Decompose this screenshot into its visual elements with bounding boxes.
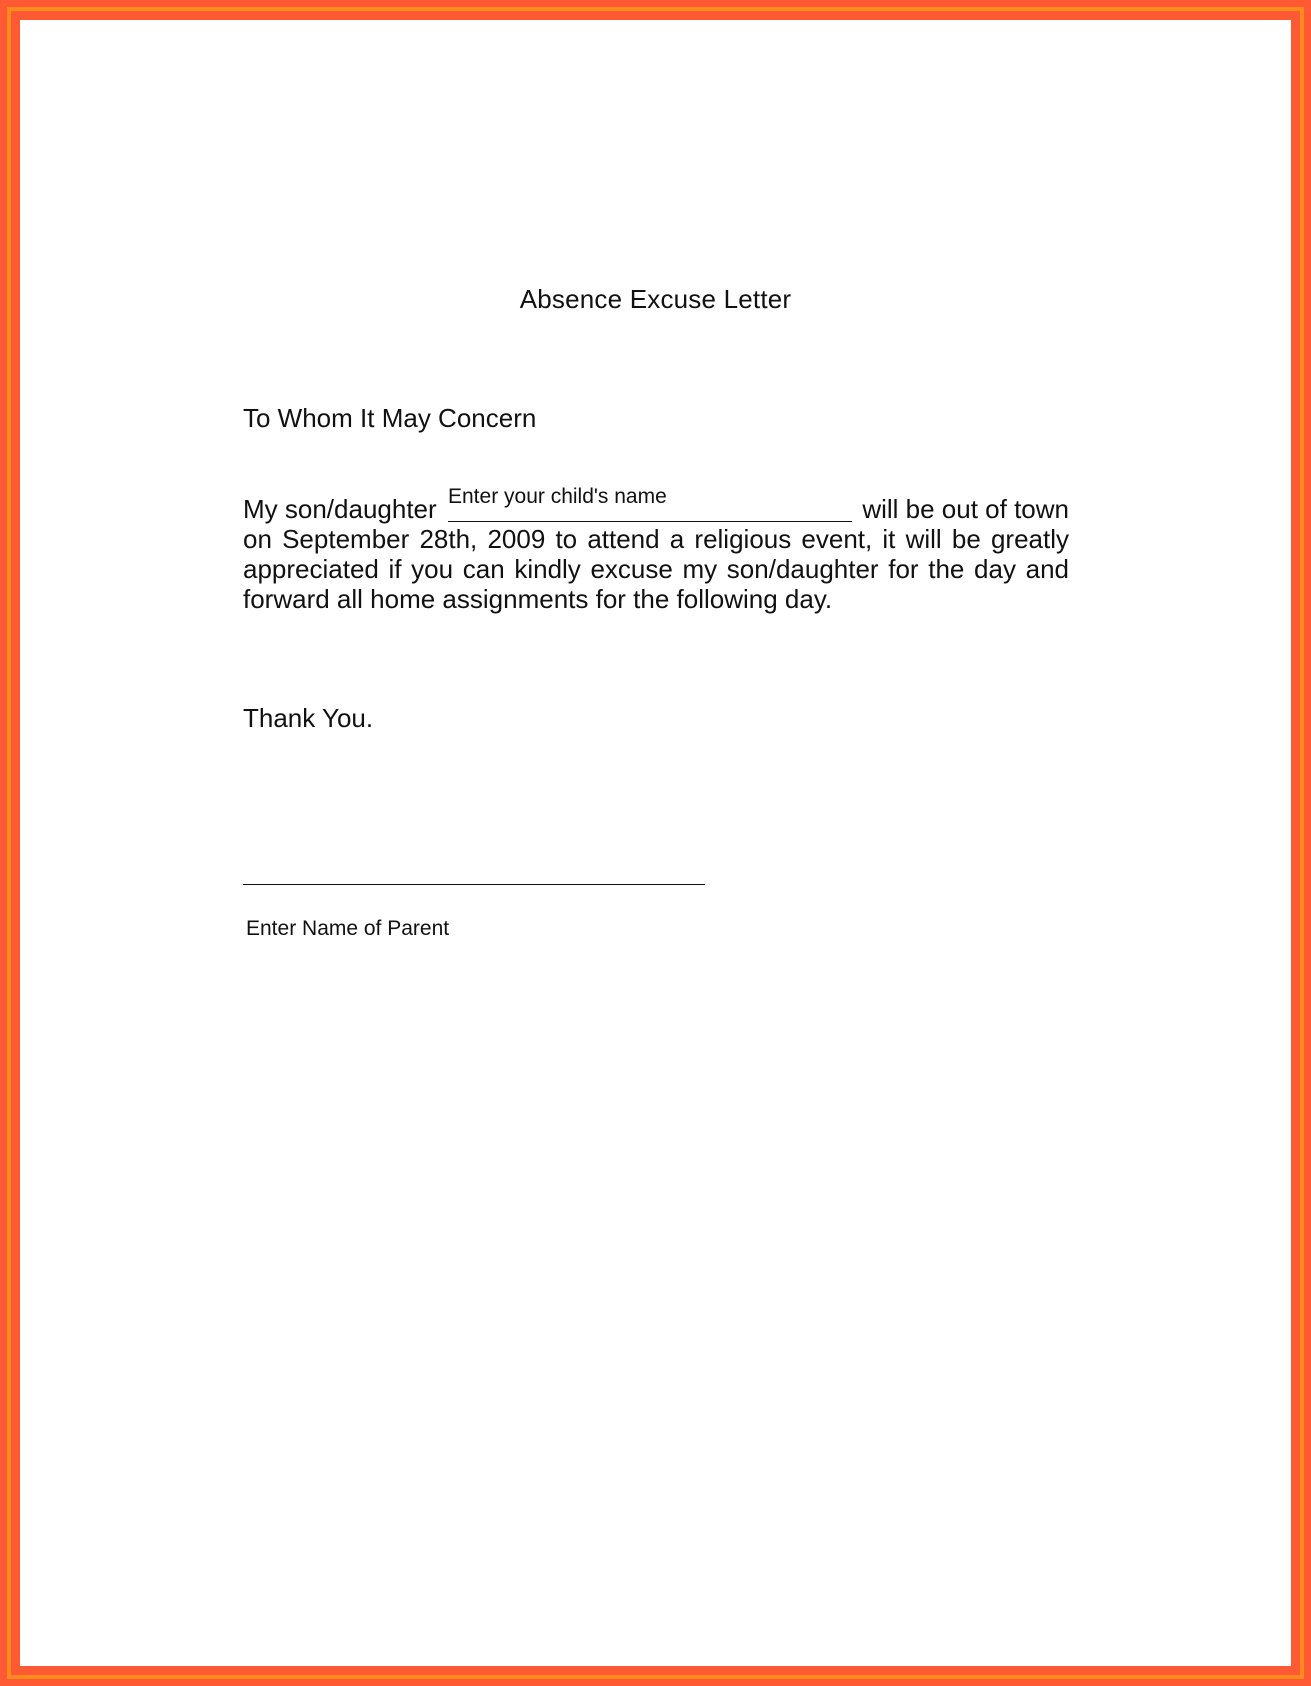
letter-body: [243, 524, 1069, 614]
parent-name-field[interactable]: Enter Name of Parent: [246, 917, 450, 940]
body-line-3: appreciated if you can kindly excuse my son/daughter for the day and: [243, 554, 1069, 584]
child-name-field[interactable]: Enter your child's name: [448, 485, 667, 508]
closing: Thank You.: [243, 703, 374, 733]
letter-page: [20, 20, 1291, 1666]
line1-end-text: will be out of town: [862, 494, 1069, 524]
body-line-4: forward all home assignments for the following day.: [243, 584, 833, 614]
signature-line[interactable]: [243, 884, 705, 885]
line1-start-text: My son/daughter: [243, 494, 437, 524]
body-line-2: on September 28th, 2009 to attend a religious event, it will be greatly: [243, 524, 1069, 554]
salutation: To Whom It May Concern: [243, 403, 537, 433]
letter-title: Absence Excuse Letter: [519, 284, 792, 314]
